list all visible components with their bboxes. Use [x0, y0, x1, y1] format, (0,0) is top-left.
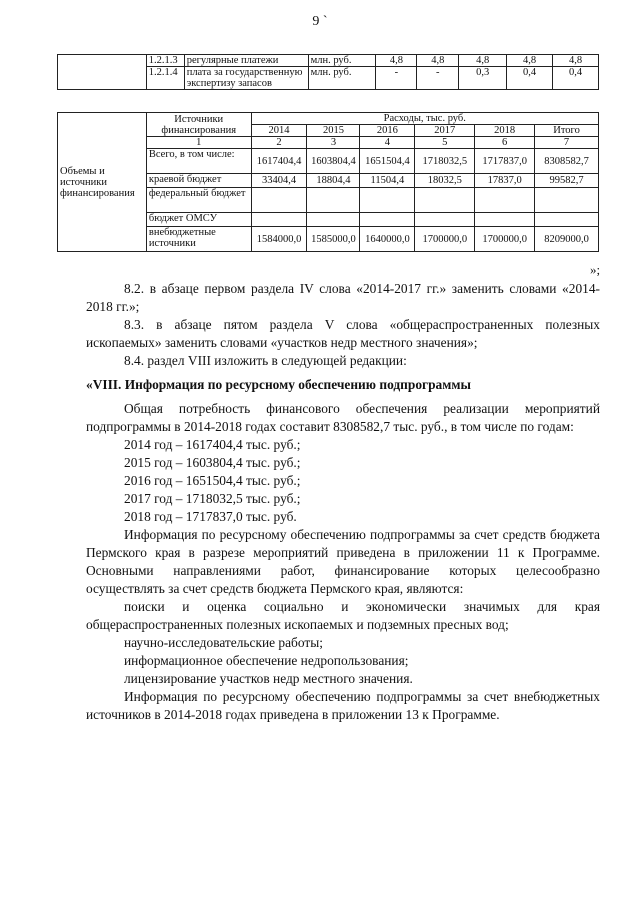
value-cell: [415, 188, 475, 213]
value-cell: 1603804,4: [307, 149, 360, 174]
value-cell: [307, 213, 360, 227]
value-cell: [535, 213, 599, 227]
value-cell: 18804,4: [307, 174, 360, 188]
paragraph: 8.3. в абзаце пятом раздела V слова «общераспространенных полезных ископаемых» заменить словами «участков недр местного значения»;: [86, 317, 600, 350]
value-cell: 1640000,0: [360, 227, 415, 252]
paragraph: 8.4. раздел VIII изложить в следующей редакции:: [124, 353, 407, 368]
value-cell: 0,4: [553, 67, 599, 90]
activities-table: [57, 54, 599, 90]
value-cell: [251, 213, 307, 227]
value-cell: 0,3: [459, 67, 507, 90]
value-cell: 4,8: [417, 55, 459, 67]
value-cell: 1585000,0: [307, 227, 360, 252]
col-number: 3: [307, 137, 360, 149]
row-unit: млн. руб.: [308, 67, 376, 90]
value-cell: 99582,7: [535, 174, 599, 188]
expenses-header: Расходы, тыс. руб.: [251, 113, 598, 125]
year-header: 2016: [360, 125, 415, 137]
value-cell: 1700000,0: [475, 227, 535, 252]
col-number: 5: [415, 137, 475, 149]
value-cell: [475, 188, 535, 213]
value-cell: 1584000,0: [251, 227, 307, 252]
value-cell: [475, 213, 535, 227]
year-header: 2015: [307, 125, 360, 137]
paragraph: научно-исследовательские работы;: [124, 635, 323, 650]
paragraph: поиски и оценка социально и экономически значимых для края общераспространенных полезных ископаемых и подземных пресных вод;: [86, 599, 600, 632]
value-cell: 0,4: [507, 67, 553, 90]
value-cell: 1718032,5: [415, 149, 475, 174]
year-header: Итого: [535, 125, 599, 137]
source-label: внебюджетные источники: [146, 227, 251, 252]
paragraph: Общая потребность финансового обеспечения реализации мероприятий подпрограммы в 2014-2018 годах составит 8308582,7 тыс. руб., в том числе по годам:: [86, 401, 600, 434]
source-label: краевой бюджет: [146, 174, 251, 188]
value-cell: 4,8: [507, 55, 553, 67]
source-label: Всего, в том числе:: [146, 149, 251, 174]
value-cell: 33404,4: [251, 174, 307, 188]
value-cell: 11504,4: [360, 174, 415, 188]
year-header: 2014: [251, 125, 307, 137]
sources-header: Источники финансирования: [146, 113, 251, 137]
value-cell: 8209000,0: [535, 227, 599, 252]
paragraph: Информация по ресурсному обеспечению подпрограммы за счет внебюджетных источников в 2014-2018 годах приведена в приложении 13 к Программе.: [86, 689, 600, 722]
paragraph: лицензирование участков недр местного значения.: [124, 671, 413, 686]
source-label: бюджет ОМСУ: [146, 213, 251, 227]
table-header-row: [58, 113, 599, 125]
year-line: 2017 год – 1718032,5 тыс. руб.;: [124, 491, 301, 506]
col-number: 1: [146, 137, 251, 149]
paragraph: информационное обеспечение недропользования;: [124, 653, 409, 668]
value-cell: 1700000,0: [415, 227, 475, 252]
closing-mark: »;: [590, 262, 601, 277]
value-cell: 4,8: [376, 55, 417, 67]
value-cell: [307, 188, 360, 213]
col-number: 4: [360, 137, 415, 149]
row-name: плата за государственную экспертизу запасов: [184, 67, 308, 90]
paragraph: 8.2. в абзаце первом раздела IV слова «2014-2017 гг.» заменить словами «2014-2018 гг.»;: [86, 281, 600, 314]
row-unit: млн. руб.: [308, 55, 376, 67]
value-cell: 1651504,4: [360, 149, 415, 174]
financing-table: [57, 112, 599, 252]
row-code: 1.2.1.4: [146, 67, 184, 90]
row-name: регулярные платежи: [184, 55, 308, 67]
table-row: [58, 55, 599, 67]
year-header: 2017: [415, 125, 475, 137]
value-cell: 4,8: [459, 55, 507, 67]
document-body: [86, 280, 600, 724]
col-number: 2: [251, 137, 307, 149]
value-cell: [360, 213, 415, 227]
value-cell: 4,8: [553, 55, 599, 67]
value-cell: [535, 188, 599, 213]
empty-cell: [58, 55, 147, 90]
value-cell: 1617404,4: [251, 149, 307, 174]
row-header: Объемы и источники финансирования: [58, 113, 147, 252]
year-line: 2016 год – 1651504,4 тыс. руб.;: [124, 473, 301, 488]
value-cell: 17837,0: [475, 174, 535, 188]
year-line: 2015 год – 1603804,4 тыс. руб.;: [124, 455, 301, 470]
section-heading: «VIII. Информация по ресурсному обеспечению подпрограммы: [86, 377, 471, 392]
value-cell: [251, 188, 307, 213]
row-code: 1.2.1.3: [146, 55, 184, 67]
year-line: 2018 год – 1717837,0 тыс. руб.: [124, 509, 297, 524]
value-cell: 8308582,7: [535, 149, 599, 174]
value-cell: [360, 188, 415, 213]
page-number: 9 `: [312, 14, 328, 29]
value-cell: 18032,5: [415, 174, 475, 188]
value-cell: [415, 213, 475, 227]
value-cell: -: [417, 67, 459, 90]
paragraph: Информация по ресурсному обеспечению подпрограммы за счет средств бюджета Пермского края в разрезе мероприятий приведена в приложении 11 к Программе. Основными направлениями работ, финансирование которых целесообразно осуществлять за счет средств бюджета Пермского края, являются:: [86, 527, 600, 596]
col-number: 7: [535, 137, 599, 149]
source-label: федеральный бюджет: [146, 188, 251, 213]
value-cell: -: [376, 67, 417, 90]
col-number: 6: [475, 137, 535, 149]
year-header: 2018: [475, 125, 535, 137]
value-cell: 1717837,0: [475, 149, 535, 174]
year-line: 2014 год – 1617404,4 тыс. руб.;: [124, 437, 301, 452]
